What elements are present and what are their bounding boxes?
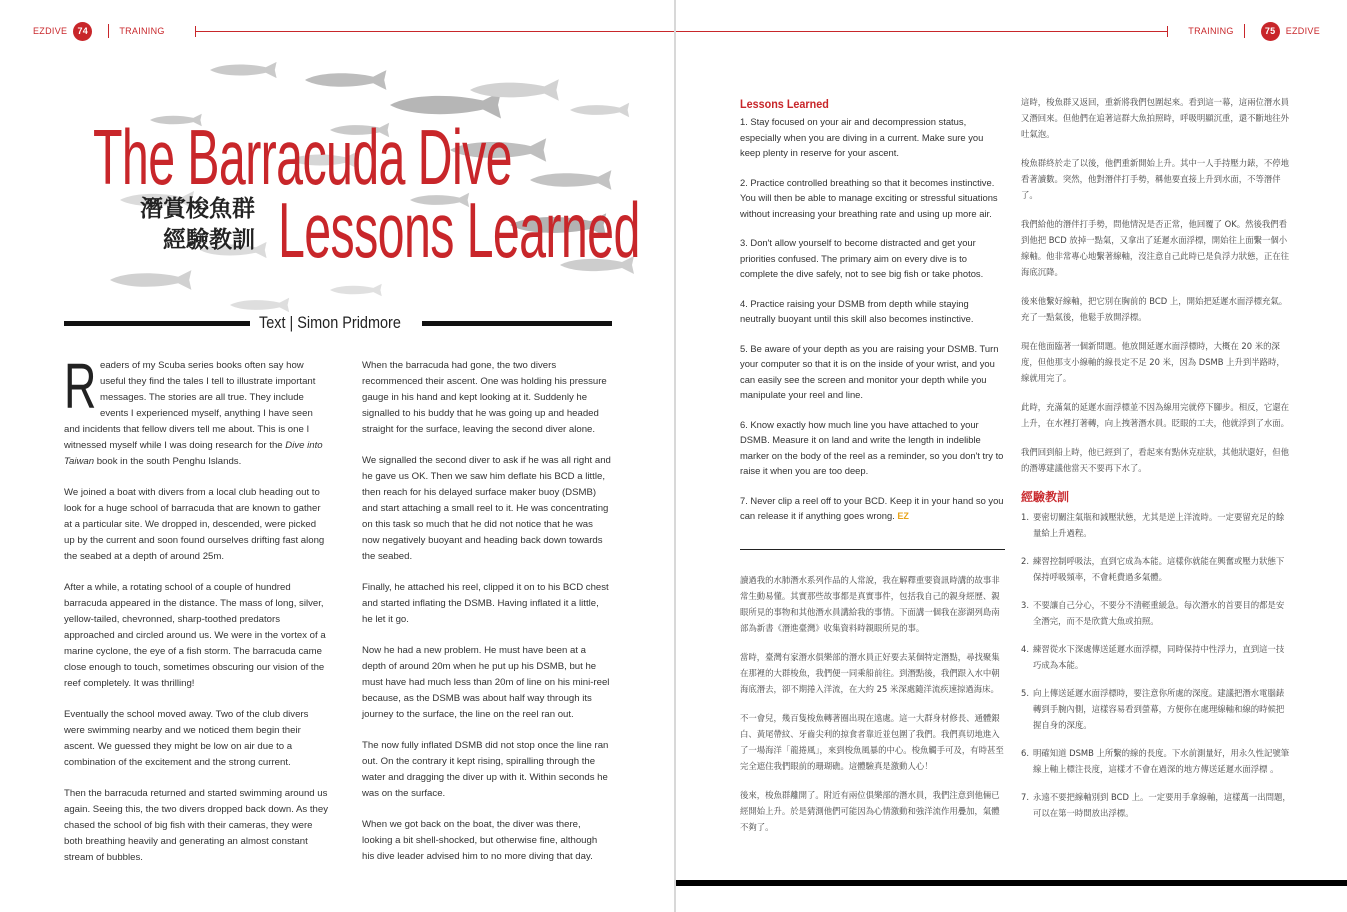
paragraph: The now fully inflated DSMB did not stop once the line ran out. On the contrary it kept rising, spiralling through the water and dragging the diver up with it. Within seconds he was on the surface. [362, 740, 609, 799]
header-rule [676, 31, 1168, 32]
page-number: 74 [73, 22, 92, 41]
chinese-lesson-text: 要密切關注氣瓶和減壓狀態，尤其是逆上洋流時。一定要留充足的餘量給上升過程。 [1033, 512, 1285, 538]
lesson-item: 6. Know exactly how much line you have attached to your DSMB. Measure it on land and write the length in indelible marker on the body of the reel as a reminder, so you don't try to raise it when you are too deep. [740, 418, 1004, 476]
chinese-lesson-item [1021, 745, 1291, 777]
chinese-lesson-number: 6. [1021, 748, 1029, 758]
chinese-title-line-2: 經驗教訓 [163, 226, 255, 253]
page-number: 75 [1261, 22, 1280, 41]
section-label: TRAINING [1188, 26, 1234, 36]
section-label: TRAINING [119, 26, 165, 36]
lesson-item: 1. Stay focused on your air and decompression status, especially when you are diving in a current. Make sure you keep plenty in reserve for your ascent. [740, 116, 984, 158]
chinese-paragraph: 後來他繫好線軸，把它別在胸前的 BCD 上，開始把延遲水面浮標充氣。充了一點氣後，他鬆手放開浮標。 [1021, 296, 1288, 322]
book-title: Dive into Taiwan [64, 440, 323, 467]
chinese-lesson-text: 練習從水下深處傳送延遲水面浮標，同時保持中性浮力，直到這一技巧成為本能。 [1033, 644, 1285, 670]
drop-cap: R [64, 350, 97, 422]
paragraph: Eventually the school moved away. Two of the club divers were swimming nearby and we noticed them begin their ascent. We guessed they might be low on air due to a combination of the excitement and the strong current. [64, 709, 309, 768]
byline-rule-left [64, 321, 250, 326]
byline-rule-right [422, 321, 612, 326]
paragraph: Then the barracuda returned and started swimming around us again. Seeing this, the two divers dropped back down. As they chased the school of big fish with their cameras, they were both breathing heavily and generating an almost constant stream of bubbles. [64, 788, 328, 863]
chinese-lesson-text: 向上傳送延遲水面浮標時，要注意你所處的深度。建議把潛水電腦錶轉到手腕內側，這樣容易看到螢幕，方便你在處理線軸和線的時候把握自身的深度。 [1033, 688, 1285, 730]
paragraph: We joined a boat with divers from a local club heading out to look for a huge school of barracuda that are known to gather at a particular site. We dropped in, descended, were picked up by the current and soon found ourselves drifting fast along the seabed at a depth of around 25m. [64, 487, 325, 562]
chinese-lesson-text: 永遠不要把線軸別到 BCD 上。一定要用手拿線軸，這樣萬一出問題，可以在第一時間放出浮標。 [1033, 792, 1291, 818]
header-rule [195, 31, 674, 32]
paragraph: Readers of my Scuba series books often say how useful they find the tales I tell to illustrate important messages. The stories are all true. They include events I experienced myself, anything I have seen and incidents that fellow divers tell me about. This is one I witnessed myself while I was doing research for the Dive into Taiwan book in the south Penghu Islands. [64, 350, 323, 467]
chinese-lesson-number: 4. [1021, 644, 1029, 654]
right-page [676, 0, 1347, 912]
brand-label: EZDIVE [33, 26, 68, 36]
paragraph: Now he had a new problem. He must have been at a depth of around 20m when he put up his DSMB, but he must have had much less than 20m of line on his mini-reel because, as the DSMB was about half way through its journey to the surface, the line on the reel ran out. [362, 645, 610, 720]
lesson-item: 7. Never clip a reel off to your BCD. Keep it in your hand so you can release it if anything goes wrong. EZ [740, 494, 1004, 521]
chinese-paragraph: 這時，梭魚群又返回，重新將我們包圍起來。看到這一幕，這兩位潛水員又潛回來。但他們在追著這群大魚拍照時，呼吸明顯沉重，還不斷地往外吐氣泡。 [1021, 97, 1289, 139]
lesson-item: 2. Practice controlled breathing so that it becomes instinctive. You will then be able to manage exciting or stressful situations without increasing your breathing rate and using up more air. [740, 176, 998, 219]
chinese-lesson-item [1021, 685, 1291, 733]
chinese-lesson-number: 7. [1021, 792, 1029, 802]
chinese-title-line-1: 潛賞梭魚群 [140, 195, 255, 222]
chinese-lesson-number: 2. [1021, 556, 1029, 566]
paragraph: When we got back on the boat, the diver was there, looking a bit shell-shocked, but otherwise fine, although his dive leader advised him to no more diving that day. [362, 819, 598, 862]
chinese-lesson-text: 不要讓自己分心，不要分不清輕重緩急。每次潛水的首要目的都是安全潛完，而不是欣賞大魚或拍照。 [1033, 600, 1285, 626]
byline: Text | Simon Pridmore [259, 313, 401, 332]
chinese-lesson-item [1021, 509, 1291, 541]
chinese-lesson-item [1021, 597, 1291, 629]
lesson-item: 4. Practice raising your DSMB from depth while staying neutrally buoyant until this skill also becomes instinctive. [740, 297, 974, 324]
left-page-header [33, 20, 674, 42]
paragraph: We signalled the second diver to ask if he was all right and he gave us OK. Then we saw him deflate his BCD a little, then reach for his delayed surface maker buoy (DSMB) and start attaching a small reel to it. He was concentrating on this task so much that he did not notice that he was now negatively buoyant and heading back down towards the seabed. [362, 455, 611, 562]
section-divider [740, 549, 1005, 550]
end-mark: EZ [897, 511, 909, 521]
chinese-lesson-text: 練習控制呼吸法，直到它成為本能。這樣你就能在興奮或壓力狀態下保持呼吸頻率，不會耗費過多氣體。 [1033, 556, 1285, 582]
paragraph: When the barracuda had gone, the two divers recommenced their ascent. One was holding his pressure gauge in his hand and kept looking at it. Suddenly he signalled to his buddy that he was going up and headed straight for the surface, leaving the second diver alone. [362, 360, 607, 435]
chinese-lessons-list [1021, 509, 1291, 821]
chinese-title [140, 193, 255, 255]
body-column-2 [362, 358, 612, 880]
chinese-paragraph: 不一會兒，幾百隻梭魚轉著圈出現在遠處。這一大群身材修長、通體銀白、黃尾帶紋、牙齒尖利的掠食者靠近並包圍了我們。我們真切地進入了一場海洋「龍捲風」，來到梭魚風暴的中心。梭魚觸手可及，有時甚至完全遮住我們眼前的珊瑚礁。這體驗真是激動人心！ [740, 713, 1004, 771]
chinese-lessons-heading: 經驗教訓 [1021, 490, 1070, 504]
chinese-paragraph: 現在他面臨著一個新問題。他放開延遲水面浮標時，大概在 20 米的深度，但他那支小線軸的線長定不足 20 米，因為 DSMB 上升到半路時，線就用完了。 [1021, 341, 1285, 383]
brand-label: EZDIVE [1285, 26, 1320, 36]
chinese-paragraph: 我們回到船上時，他已經到了，看起來有點休克症狀，其他狀還好，但他的潛導建議他當天不要再下水了。 [1021, 447, 1289, 473]
lessons-heading: Lessons Learned [740, 97, 829, 111]
article-title-line-1: The Barracuda Dive [93, 113, 512, 201]
body-column-1 [64, 350, 328, 881]
chinese-column-1 [740, 572, 1005, 848]
header-divider [108, 24, 109, 38]
chinese-paragraph: 梭魚群終於走了以後，他們重新開始上升。其中一人手持壓力錶，不停地看著讀數。突然，他對潛伴打手勢，稱他要直接上升到水面，不等潛伴了。 [1021, 158, 1289, 200]
chinese-paragraph: 我們給他的潛伴打手勢，問他情況是否正常，他回覆了 OK。然後我們看到他把 BCD 放掉一點氣，又拿出了延遲水面浮標，開始往上面繫一個小線軸。他非常專心地繫著線軸，沒注意自己此時已是負浮力狀態，正在往海底沉降。 [1021, 219, 1289, 277]
chinese-lesson-number: 3. [1021, 600, 1029, 610]
chinese-paragraph: 後來，梭魚群離開了。附近有兩位俱樂部的潛水員，我們注意到他倆已經開始上升。於是猜測他們可能因為心情激動和強洋流作用疊加，氣體不夠了。 [740, 790, 1000, 832]
paragraph: After a while, a rotating school of a couple of hundred barracuda appeared in the distance. The mass of long, silver, yellow-tailed, chevronned, sharp-toothed predators approached and circled around us. We were in the vortex of a marine cyclone, the eye of a fish storm. The barracuda came close enough to touch, sometimes obscuring our vision of the reef completely. It was thrilling! [64, 582, 326, 689]
chinese-column-2 [1021, 94, 1291, 833]
chinese-lesson-item [1021, 789, 1291, 821]
chinese-lesson-text: 明確知道 DSMB 上所繫的線的長度。下水前測量好，用永久性記號筆線上軸上標注長度，這樣才不會在過深的地方傳送延遲水面浮標 。 [1033, 748, 1290, 774]
page-bottom-bar [676, 880, 1347, 886]
chinese-paragraph: 當時，臺灣有家潛水俱樂部的潛水員正好要去某個特定潛點，尋找聚集在那裡的大群梭魚，我們便一同乘船前往。到潛點後，我們跟入水中朝海底潛去，卻不期捲入洋流，在大約 25 米深處隨洋流疾速掠過海床。 [740, 652, 1000, 694]
byline-bar [64, 313, 612, 335]
chinese-paragraph: 讀過我的水肺潛水系列作品的人常說，我在解釋重要資訊時講的故事非常生動易懂。其實那些故事都是真實事件，包括我自己的親身經歷、親眼所見的事物和其他潛水員講給我的事情。下面講一個我在澎湖列島南部為新書《潛進臺灣》收集資料時親眼所見的事。 [740, 575, 1000, 633]
lesson-item: 3. Don't allow yourself to become distracted and get your priorities confused. The primary aim on every dive is to complete the dive safely, not to see big fish or take photos. [740, 237, 984, 279]
chinese-lesson-item [1021, 641, 1291, 673]
lesson-item: 5. Be aware of your depth as you are raising your DSMB. Turn your computer so that it is on the inside of your wrist, and you can easily see the screen and monitor your depth while you manipulate your reel and line. [740, 342, 999, 400]
article-title-line-2: Lessons Learned [278, 186, 640, 274]
paragraph: Finally, he attached his reel, clipped it on to his BCD chest and started inflating the DSMB. Having inflated it a little, he let it go. [362, 582, 609, 625]
chinese-lesson-number: 5. [1021, 688, 1029, 698]
chinese-paragraph: 此時，充滿氣的延遲水面浮標並不因為線用完就停下腳步。相反，它還在上升，在水裡打著轉，向上拽著潛水員。眨眼的工夫，他就浮到了水面。 [1021, 402, 1289, 428]
lessons-learned-box [740, 97, 1006, 539]
header-divider [1244, 24, 1245, 38]
chinese-lesson-item [1021, 553, 1291, 585]
right-page-header [676, 20, 1320, 42]
chinese-lesson-number: 1. [1021, 512, 1029, 522]
